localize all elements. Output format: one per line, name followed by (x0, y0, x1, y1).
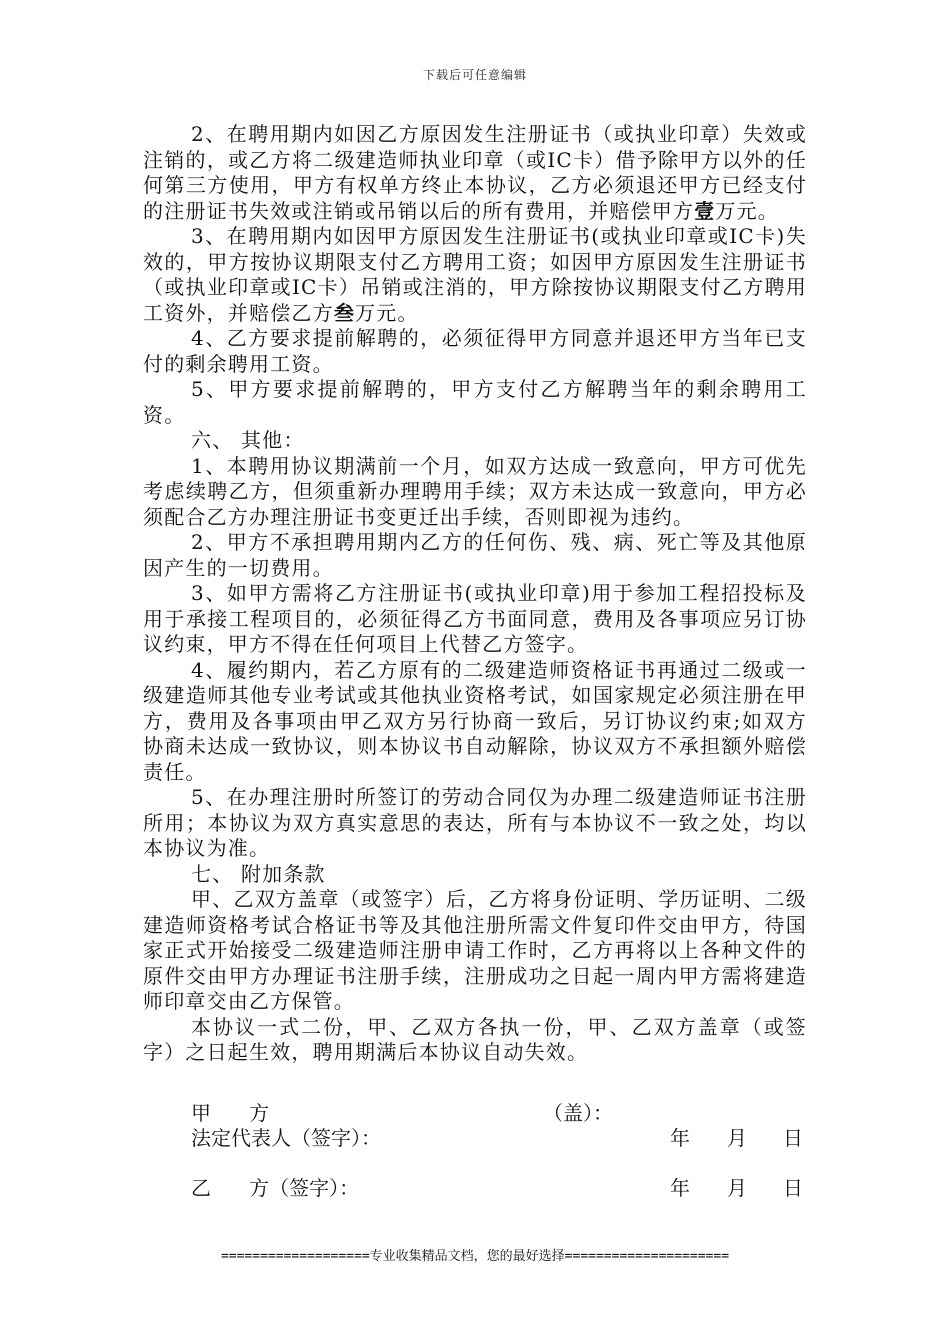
page-header: 下载后可任意编辑 (422, 68, 527, 82)
legal-rep-label: 法定代表人（签字）： (191, 1126, 381, 1150)
seal-label: （盖）： (543, 1101, 613, 1125)
day-label: 日 (783, 1176, 803, 1200)
clause-paragraph: 3、如甲方需将乙方注册证书(或执业印章)用于参加工程招投标及用于承接工程项目的，必须征得乙方书面同意，费用及各事项应另订协议约束，甲方不得在任何项目上代替乙方签字。 (143, 581, 807, 656)
month-label: 月 (727, 1176, 747, 1200)
clause-paragraph: 2、甲方不承担聘用期内乙方的任何伤、残、病、死亡等及其他原因产生的一切费用。 (143, 530, 807, 580)
page-footer: ===================专业收集精品文档，您的最好选择===================== (220, 1249, 730, 1264)
document-body (143, 122, 807, 1066)
section-heading: 七、 附加条款 (191, 861, 326, 886)
party-a-label: 甲 方 (191, 1101, 270, 1125)
party-a-line (143, 1097, 807, 1123)
clause-paragraph: 甲、乙双方盖章（或签字）后，乙方将身份证明、学历证明、二级建造师资格考试合格证书等及其他注册所需文件复印件交由甲方，待国家正式开始接受二级建造师注册申请工作时，乙方再将以上各种文件的原件交由甲方办理证书注册手续，注册成功之日起一周内甲方需将建造师印章交由乙方保管。 (143, 887, 807, 1013)
day-label: 日 (783, 1126, 803, 1150)
clause-paragraph: 本协议一式二份，甲、乙双方各执一份，甲、乙双方盖章（或签字）之日起生效，聘用期满后本协议自动失效。 (143, 1014, 807, 1064)
clause-paragraph: 2、在聘用期内如因乙方原因发生注册证书（或执业印章）失效或注销的，或乙方将二级建造师执业印章（或IC卡）借予除甲方以外的任何第三方使用，甲方有权单方终止本协议，乙方必须退还甲方已经支付的注册证书失效或注销或吊销以后的所有费用，并赔偿甲方壹万元。 (143, 122, 807, 223)
clause-paragraph: 5、在办理注册时所签订的劳动合同仅为办理二级建造师证书注册所用；本协议为双方真实意思的表达，所有与本协议不一致之处，均以本协议为准。 (143, 785, 807, 860)
section-heading: 六、 其他： (191, 428, 305, 452)
clause-paragraph: 4、乙方要求提前解聘的，必须征得甲方同意并退还甲方当年已支付的剩余聘用工资。 (143, 326, 807, 376)
clause-paragraph: 3、在聘用期内如因甲方原因发生注册证书(或执业印章或IC卡)失效的，甲方按协议期限支付乙方聘用工资；如因甲方原因发生注册证书（或执业印章或IC卡）吊销或注消的，甲方除按协议期限支付乙方聘用工资外，并赔偿乙方叁万元。 (143, 224, 807, 325)
month-label: 月 (727, 1126, 747, 1150)
year-label: 年 (670, 1126, 690, 1150)
party-b-line (143, 1172, 807, 1198)
clause-paragraph: 5、甲方要求提前解聘的，甲方支付乙方解聘当年的剩余聘用工资。 (143, 377, 807, 427)
party-b-label: 乙 方（签字）： (191, 1176, 360, 1200)
clause-paragraph: 1、本聘用协议期满前一个月，如双方达成一致意向，甲方可优先考虑续聘乙方，但须重新办理聘用手续；双方未达成一致意向，甲方必须配合乙方办理注册证书变更迁出手续，否则即视为违约。 (143, 453, 807, 529)
clause-paragraph: 4、履约期内，若乙方原有的二级建造师资格证书再通过二级或一级建造师其他专业考试或其他执业资格考试，如国家规定必须注册在甲方，费用及各事项由甲乙双方另行协商一致后，另订协议约束;如双方协商未达成一致协议，则本协议书自动解除，协议双方不承担额外赔偿责任。 (143, 657, 807, 784)
legal-rep-line (143, 1122, 807, 1148)
year-label: 年 (670, 1176, 690, 1200)
